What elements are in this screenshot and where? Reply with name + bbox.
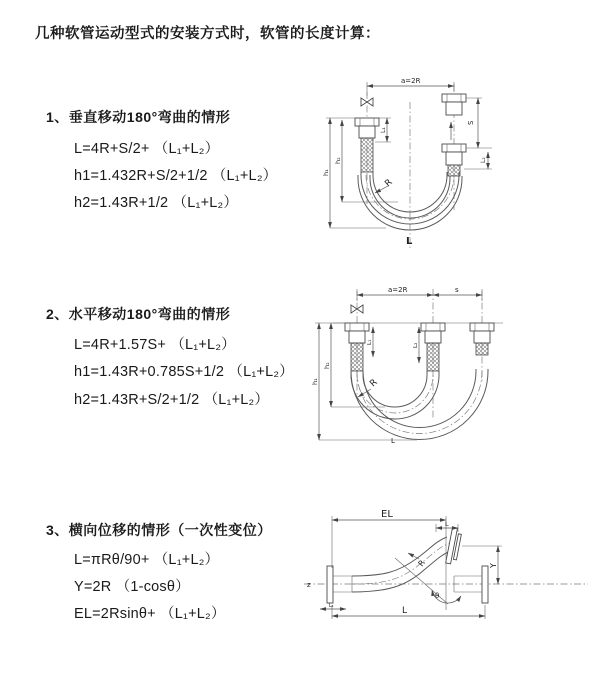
- diagram-vertical-180-bend: [312, 72, 594, 264]
- dimension-lines: [315, 291, 482, 440]
- radius-label: R: [368, 377, 380, 390]
- section1-formula-h2: h2=1.43R+1/2 （L₁+L₂）: [74, 195, 239, 211]
- section1-formula-L: L=4R+S/2+ （L₁+L₂）: [74, 141, 220, 157]
- upper-flange-displaced: [446, 528, 463, 565]
- centerline-break-mark: z: [307, 581, 311, 589]
- length-label: L: [391, 437, 395, 445]
- dim-label-y: Y: [489, 563, 498, 568]
- dim-label-a2r: a=2R: [388, 286, 408, 294]
- valve-icon: [361, 98, 373, 106]
- section1-formula-h1: h1=1.432R+S/2+1/2 （L₁+L₂）: [74, 168, 278, 184]
- dim-label-l1: L₁: [367, 339, 373, 345]
- dim-label-l2: L₂: [480, 157, 487, 163]
- dim-label-l1: L₁: [380, 127, 387, 133]
- right-connector-lower: [442, 144, 466, 176]
- dim-label-el: EL: [381, 509, 393, 520]
- left-connector: [345, 323, 369, 371]
- dimension-lines: [326, 82, 492, 228]
- diagram-horizontal-180-bend: [305, 283, 595, 465]
- angle-label: θ: [435, 592, 440, 600]
- section2-formula-h2: h2=1.43R+S/2+1/2 （L₁+L₂）: [74, 392, 270, 408]
- dim-label-s: S: [467, 120, 475, 125]
- dim-label-l1: L₁: [329, 603, 334, 609]
- radius-label: R: [383, 177, 395, 190]
- middle-connector: [421, 323, 445, 371]
- section3-formula-Y: Y=2R （1-cosθ）: [74, 579, 190, 595]
- right-flange-original: [454, 566, 488, 603]
- centerlines: [366, 84, 454, 250]
- dim-label-s: s: [455, 286, 459, 294]
- diagram-lateral-displacement: [296, 506, 596, 648]
- dim-label-l2: L: [445, 520, 449, 528]
- section2-heading: 2、水平移动180°弯曲的情形: [46, 306, 231, 322]
- dim-label-h1: h₁: [322, 169, 330, 176]
- section1-heading: 1、垂直移动180°弯曲的情形: [46, 109, 231, 125]
- dim-label-h1: h₁: [311, 378, 319, 385]
- section2-formula-h1: h1=1.43R+0.785S+1/2 （L₁+L₂）: [74, 364, 294, 380]
- left-connector: [355, 118, 379, 172]
- length-label: L: [406, 236, 413, 247]
- dimension-lines: [320, 516, 502, 619]
- section3-formula-L: L=πRθ/90+ （L₁+L₂）: [74, 552, 220, 568]
- page-title: 几种软管运动型式的安装方式时，软管的长度计算：: [35, 26, 380, 42]
- left-flange: [327, 566, 352, 603]
- dim-label-h2: h₂: [334, 157, 342, 164]
- dim-label-a2r: a=2R: [401, 77, 421, 85]
- radius-label: R: [416, 558, 428, 569]
- right-connector-upper: [442, 94, 466, 115]
- section2-formula-L: L=4R+1.57S+ （L₁+L₂）: [74, 337, 236, 353]
- section3-formula-EL: EL=2Rsinθ+ （L₁+L₂）: [74, 606, 226, 622]
- dim-label-l2: L₂: [413, 342, 419, 348]
- length-label: L: [402, 606, 408, 616]
- dim-label-h2: h₂: [323, 362, 331, 369]
- right-connector: [470, 323, 494, 355]
- section3-heading: 3、横向位移的情形（一次性变位）: [46, 522, 272, 538]
